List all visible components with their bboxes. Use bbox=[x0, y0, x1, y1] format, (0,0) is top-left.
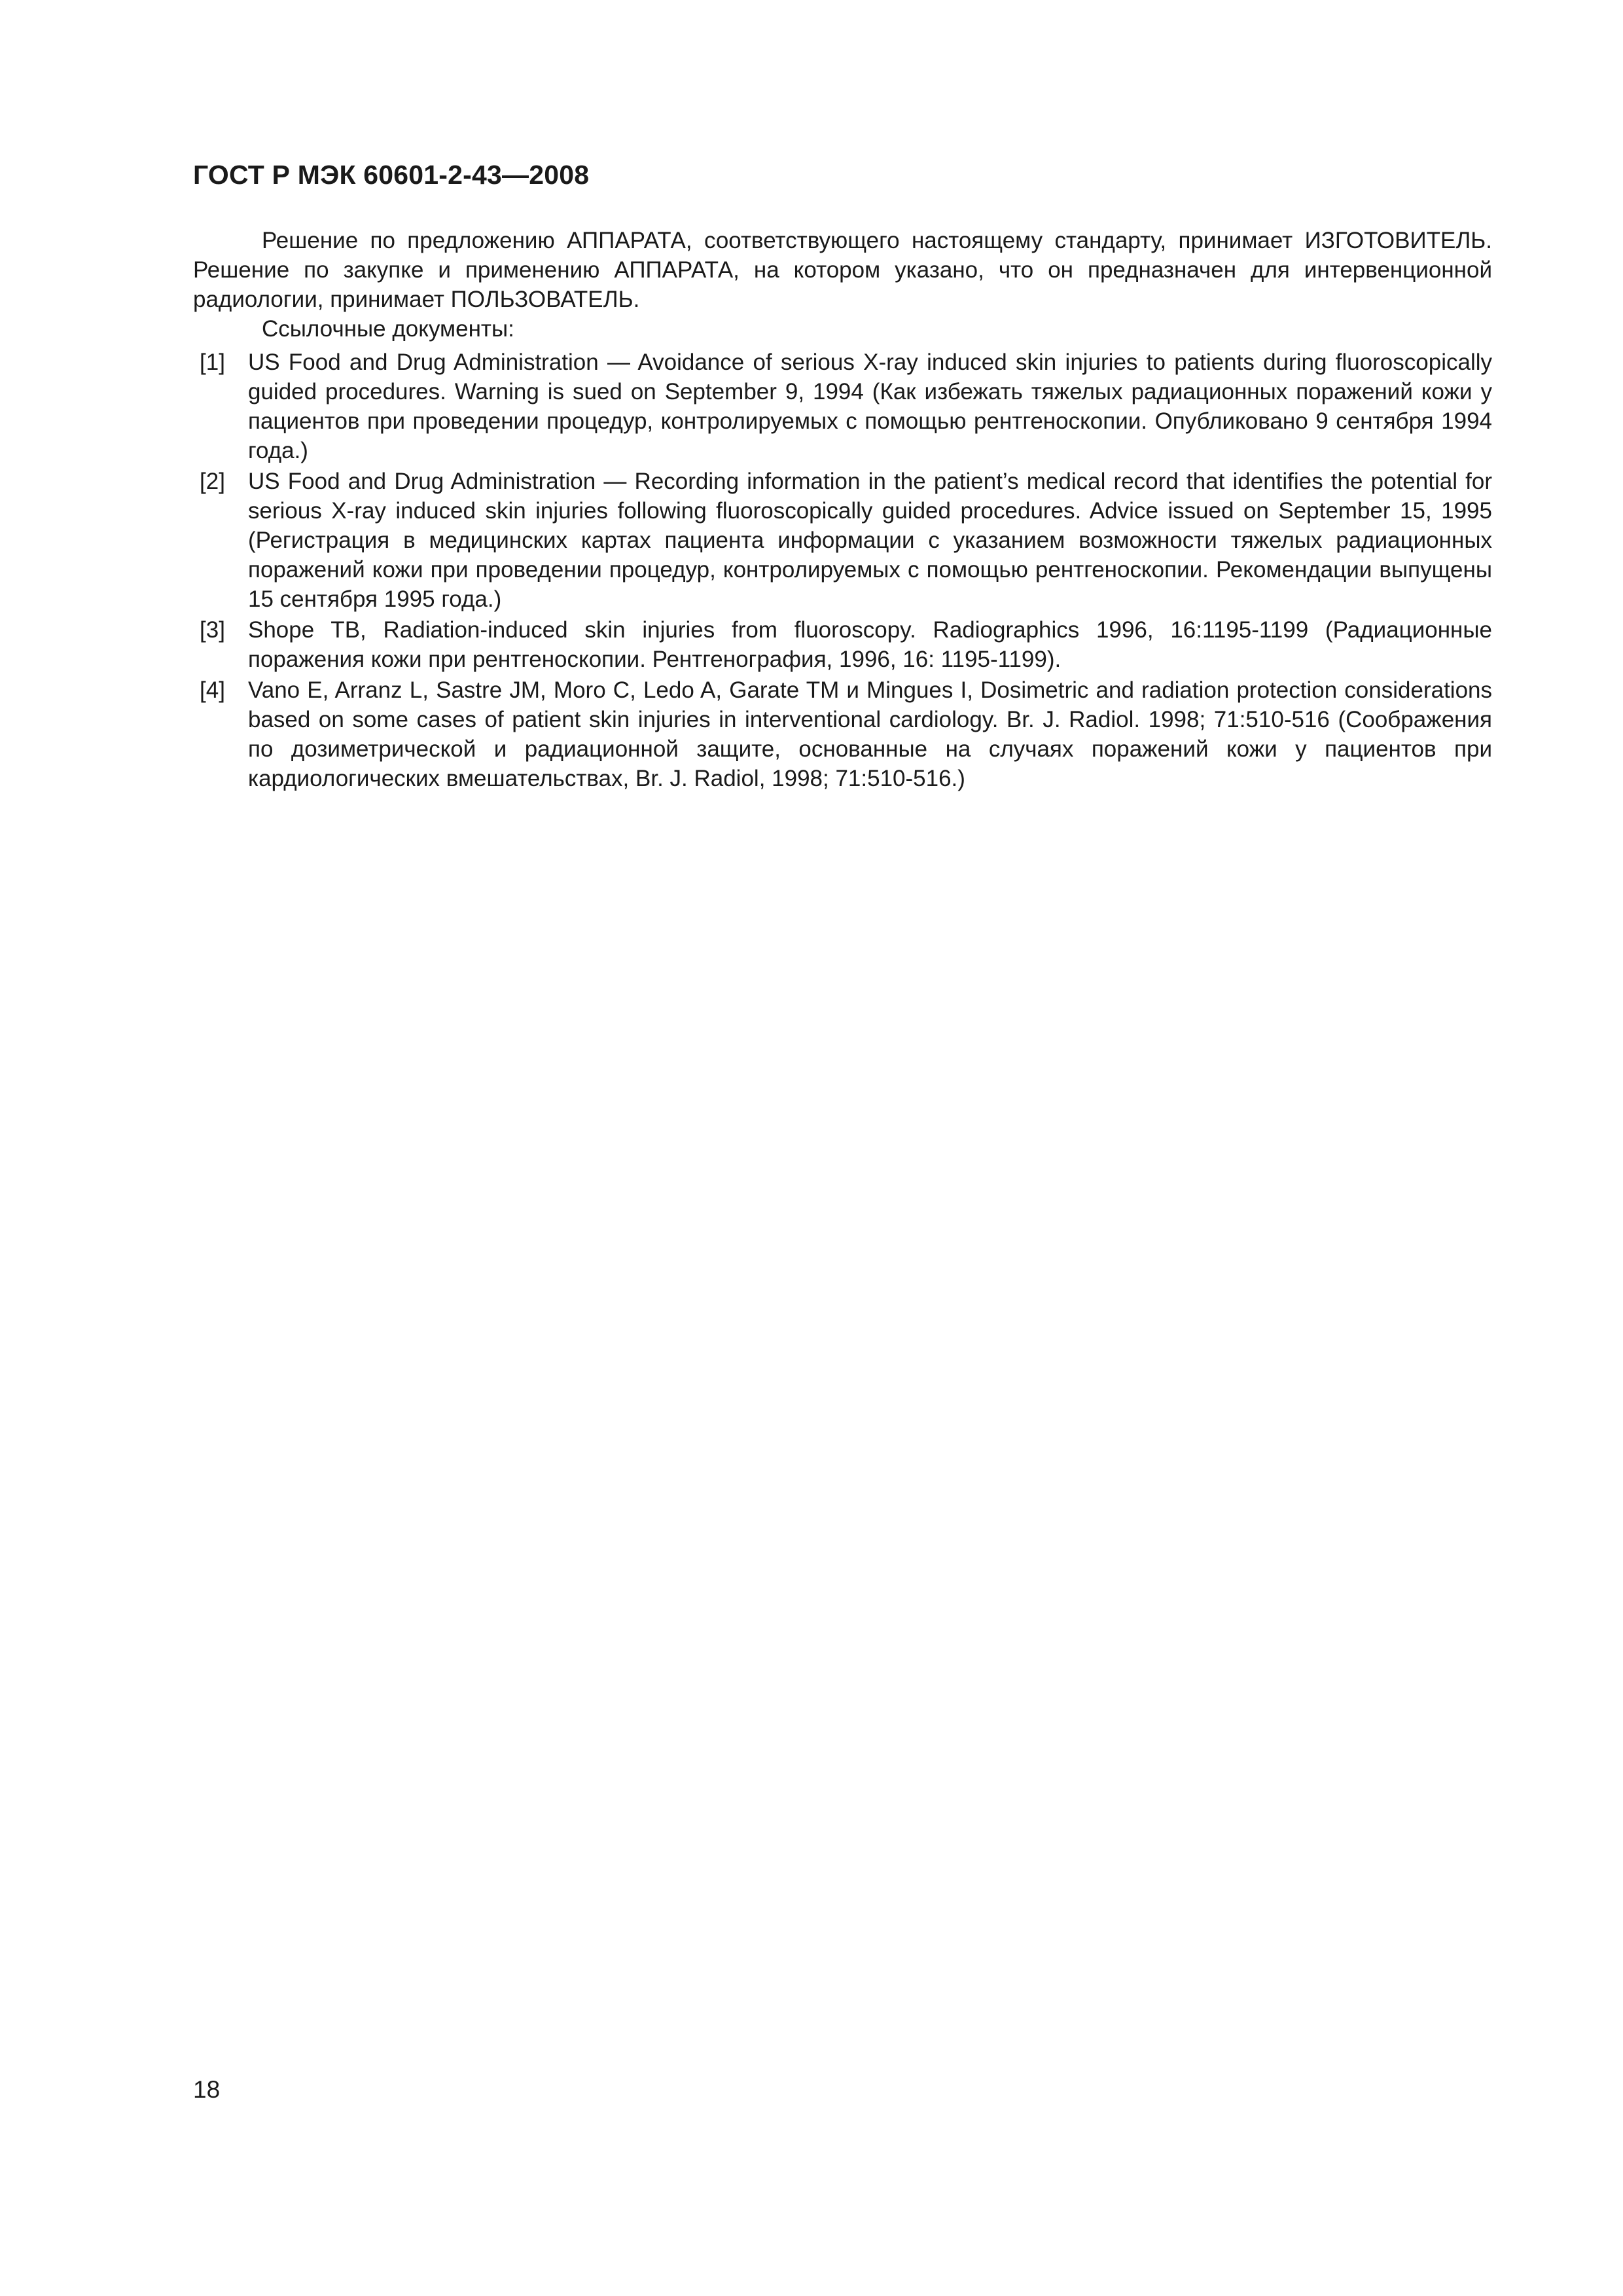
reference-item bbox=[193, 615, 1492, 674]
reference-number: [4] bbox=[200, 677, 225, 703]
reference-number: [2] bbox=[200, 469, 225, 494]
body-paragraph: Решение по предложению АППАРАТА, соответствующего настоящему стандарту, принимает ИЗГОТОВИТЕЛЬ. Решение по закупке и применению АППАРАТА, на котором указано, что он предназначен для интервенционной радиологии, принимает ПОЛЬЗОВАТЕЛЬ. bbox=[193, 228, 1492, 312]
reference-text: Vano E, Arranz L, Sastre JM, Moro C, Ledo A, Garate TM и Mingues I, Dosimetric and radiation protection considerations based on some cases of patient skin injuries in interventional cardiology. Br. J. Radiol. 1998; 71:510-516 (Соображения по дозиметрической и радиационной защите, основанные на случаях поражений кожи у пациентов при кардиологических вмешательствах, Br. J. Radiol, 1998; 71:510-516.) bbox=[248, 677, 1492, 791]
reference-item bbox=[193, 348, 1492, 465]
page-number: 18 bbox=[193, 2076, 221, 2103]
reference-text: US Food and Drug Administration — Recording information in the patient’s medical record that identifies the potential for serious X-ray induced skin injuries following fluoroscopically guided procedures. Advice issued on September 15, 1995 (Регистрация в медицинских картах пациента информации с указанием возможности тяжелых радиационных поражений кожи при проведении процедур, контролируемых с помощью рентгеноскопии. Рекомендации выпущены 15 сентября 1995 года.) bbox=[248, 469, 1492, 612]
document-header-title: ГОСТ Р МЭК 60601-2-43—2008 bbox=[193, 160, 590, 190]
references-list bbox=[193, 348, 1492, 793]
reference-number: [1] bbox=[200, 350, 225, 375]
reference-number: [3] bbox=[200, 617, 225, 643]
reference-item bbox=[193, 675, 1492, 793]
reference-text: Shope TB, Radiation-induced skin injuries from fluoroscopy. Radiographics 1996, 16:1195-1199 (Радиационные поражения кожи при рентгеноскопии. Рентгенография, 1996, 16: 1195-1199). bbox=[248, 617, 1492, 672]
document-body bbox=[193, 226, 1492, 795]
reference-text: US Food and Drug Administration — Avoidance of serious X-ray induced skin injuries to patients during fluoroscopically guided procedures. Warning is sued on September 9, 1994 (Как избежать тяжелых радиационных поражений кожи у пациентов при проведении процедур, контролируемых с помощью рентгеноскопии. Опубликовано 9 сентября 1994 года.) bbox=[248, 350, 1492, 463]
reference-item bbox=[193, 467, 1492, 614]
references-heading: Ссылочные документы: bbox=[262, 316, 514, 342]
